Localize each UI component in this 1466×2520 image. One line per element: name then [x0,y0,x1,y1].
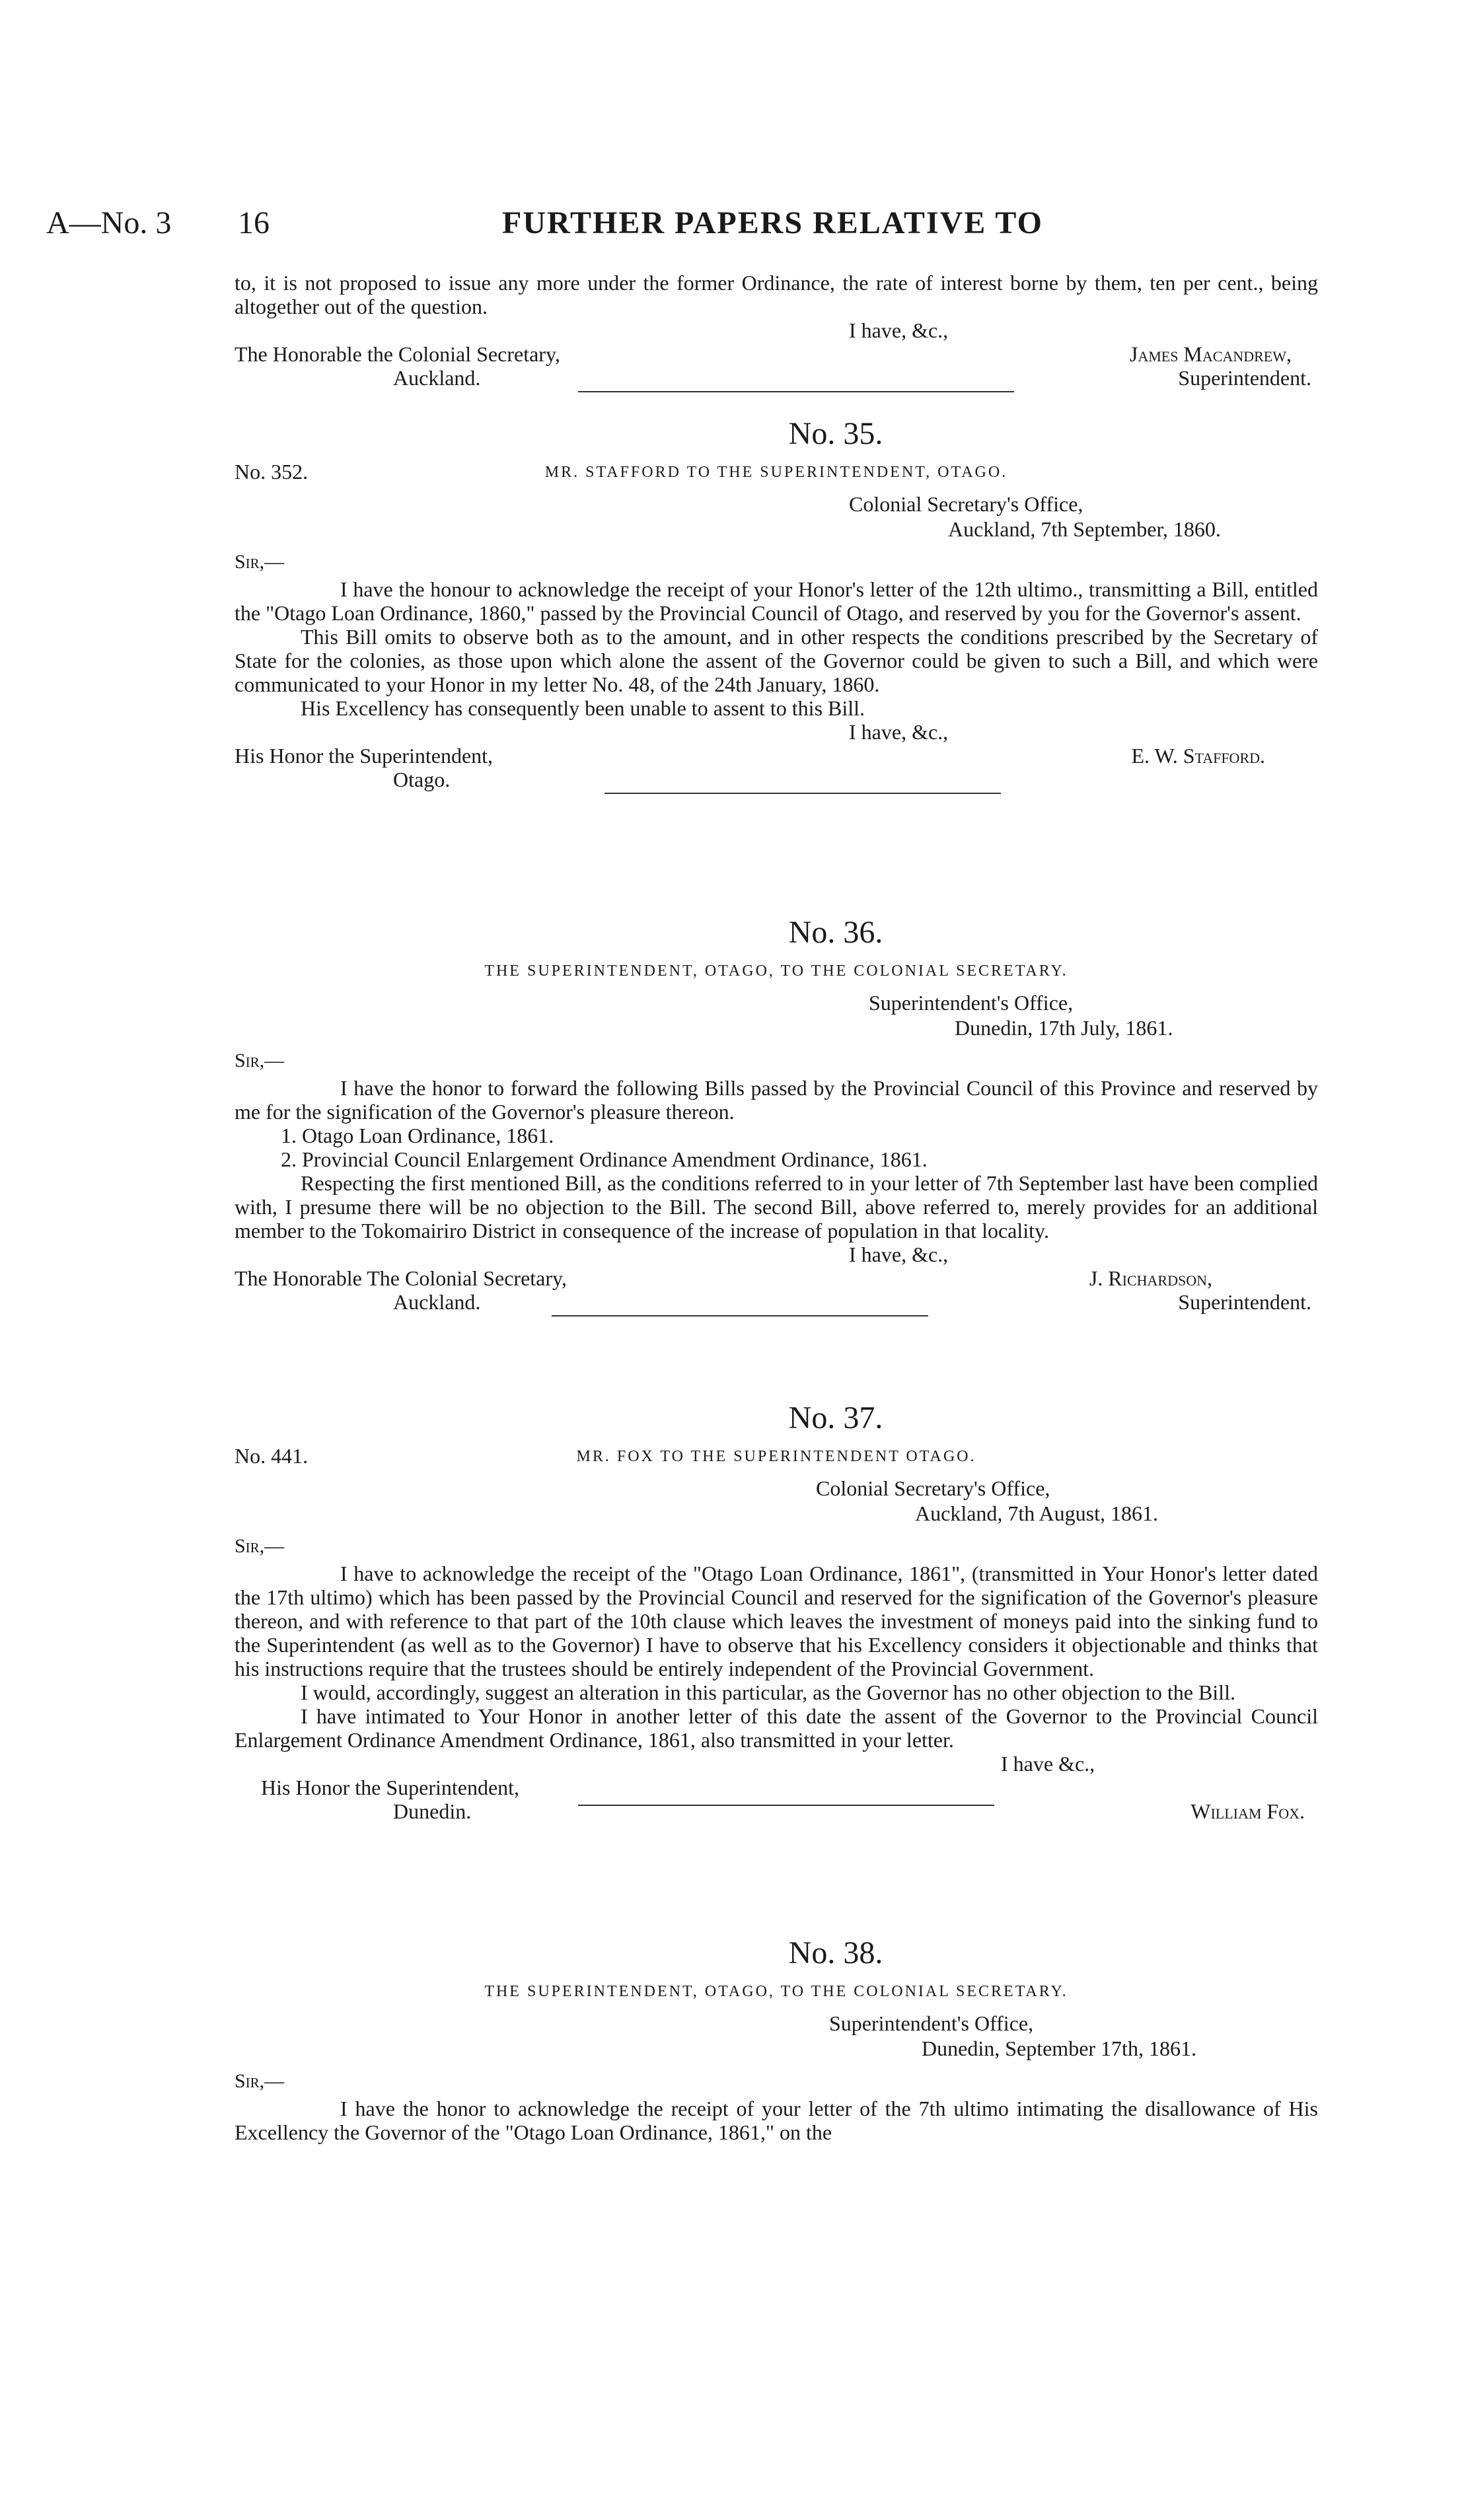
letter-38 [235,1929,1318,2144]
address-line2: Dunedin, 17th July, 1861. [955,1016,1173,1040]
letter-signature [235,1242,1318,1314]
salutation: Sir,— [235,551,285,573]
letter-caption: MR. STAFFORD TO THE SUPERINTENDENT, OTAGO. [544,464,1008,481]
address-line1: Colonial Secretary's Office, [816,1476,1050,1500]
letter-address [869,990,1318,1040]
paragraph: His Excellency has consequently been unable to assent to this Bill. [301,696,865,720]
addressee-line1: His Honor the Superintendent, [235,744,494,768]
paragraph: I have the honour to acknowledge the receipt of your Honor's letter of the 12th ultimo., transmitting a Bill, entitled the "Otago Loan Ordinance, 1860," passed by the Provincial Council of Otago, and reserved by you for the Governor's assent. [235,577,1318,625]
salutation: Sir,— [235,1050,285,1071]
paragraph: I have to acknowledge the receipt of the "Otago Loan Ordinance, 1861", (transmitted in Your Honor's letter dated the 17th ultimo) which has been passed by the Provincial Council and reserved for the signification of the Governor's pleasure thereon, and with reference to that part of the 10th clause which leaves the investment of moneys paid into the sinking fund to the Superintendent (as well as to the Governor) I have to observe that his Excellency considers it objectionable and thinks that his instructions require that the trustees should be entirely independent of the Provincial Government. [235,1562,1318,1680]
paragraph: I have intimated to Your Honor in another letter of this date the assent of the Governor to the Provincial Council Enlargement Ordinance Amendment Ordinance, 1861, also transmitted in your letter. [235,1704,1318,1752]
letter-caption: MR. FOX TO THE SUPERINTENDENT OTAGO. [576,1448,976,1465]
address-line1: Colonial Secretary's Office, [849,492,1083,516]
address-line2: Auckland, 7th August, 1861. [915,1501,1158,1525]
signer-name: James Macandrew, [1129,342,1292,366]
addressee-line2: Dunedin. [393,1799,472,1823]
caption-line [235,957,1318,986]
addressee-line2: Auckland. [393,366,481,390]
address-line1: Superintendent's Office, [869,991,1074,1015]
letter-signature [235,1752,1318,1823]
salutation: Sir,— [235,2070,285,2092]
letter-address [829,2011,1318,2061]
addressee-line1: The Honorable the Colonial Secretary, [235,342,560,366]
letter-ref: No. 352. [235,460,309,484]
address-line2: Dunedin, September 17th, 1861. [922,2036,1196,2060]
page-title: FURTHER PAPERS RELATIVE TO [502,205,1043,240]
letter-heading: No. 38. [788,1935,883,1970]
divider [552,1315,928,1316]
signer-name: William Fox. [1191,1799,1305,1823]
paragraph: I would, accordingly, suggest an alteration in this particular, as the Governor has no other objection to the Bill. [301,1680,1235,1704]
letter-36 [235,908,1318,1314]
paragraph: I have the honor to forward the following Bills passed by the Provincial Council of this Province and reserved by me for the signification of the Governor's pleasure thereon. [235,1076,1318,1124]
signer-name: J. Richardson, [1089,1266,1212,1290]
letter-signature [235,720,1318,791]
addressee-line2: Otago. [393,768,451,791]
intro-text: to, it is not proposed to issue any more under the former Ordinance, the rate of interest borne by them, ten per cent., being altogether out of the question. [235,271,1318,318]
page-number: 16 [238,205,270,240]
intro-section [235,271,1318,390]
divider [605,793,1001,794]
signer-title: Superintendent. [1178,1290,1311,1314]
address-line1: Superintendent's Office, [829,2011,1034,2035]
divider [578,391,1014,392]
letter-37 [235,1394,1318,1823]
letter-heading: No. 37. [788,1400,883,1435]
signer-name: E. W. Stafford. [1131,744,1265,768]
salutation: Sir,— [235,1535,285,1557]
list-item: 2. Provincial Council Enlargement Ordinance Amendment Ordinance, 1861. [281,1147,928,1171]
closing: I have, &c., [849,1242,949,1266]
letter-caption: THE SUPERINTENDENT, OTAGO, TO THE COLONIAL SECRETARY. [484,962,1068,980]
divider [578,1805,994,1806]
letter-heading: No. 35. [788,416,883,451]
addressee-line1: The Honorable The Colonial Secretary, [235,1266,567,1290]
letter-address [849,491,1318,542]
closing: I have &c., [1001,1752,1095,1776]
letter-ref: No. 441. [235,1444,309,1468]
caption-line [235,1978,1318,2007]
letter-address [816,1476,1318,1526]
letter-35 [235,410,1318,791]
addressee-line2: Auckland. [393,1290,481,1314]
letter-caption: THE SUPERINTENDENT, OTAGO, TO THE COLONIAL SECRETARY. [484,1983,1068,2000]
paper-code: A—No. 3 [46,205,172,240]
list-item: 1. Otago Loan Ordinance, 1861. [281,1124,554,1147]
intro-signature [235,318,1318,390]
addressee-line1: His Honor the Superintendent, [261,1776,520,1799]
caption-line [235,458,1318,487]
letter-heading: No. 36. [788,915,883,950]
closing: I have, &c., [849,720,949,744]
paragraph: I have the honor to acknowledge the receipt of your letter of the 7th ultimo intimating the disallowance of His Excellency the Governor of the "Otago Loan Ordinance, 1861," on the [235,2097,1318,2144]
paragraph: This Bill omits to observe both as to the amount, and in other respects the conditions prescribed by the Secretary of State for the colonies, as those upon which alone the assent of the Governor could be given to such a Bill, and which were communicated to your Honor in my letter No. 48, of the 24th January, 1860. [235,625,1318,696]
address-line2: Auckland, 7th September, 1860. [948,517,1221,541]
paragraph: Respecting the first mentioned Bill, as the conditions referred to in your letter of 7th September last have been complied with, I presume there will be no objection to the Bill. The second Bill, above referred to, merely provides for an additional member to the Tokomairiro District in consequence of the increase of population in that locality. [235,1171,1318,1242]
signer-title: Superintendent. [1178,366,1311,390]
closing: I have, &c., [849,318,949,342]
caption-line [235,1443,1318,1472]
